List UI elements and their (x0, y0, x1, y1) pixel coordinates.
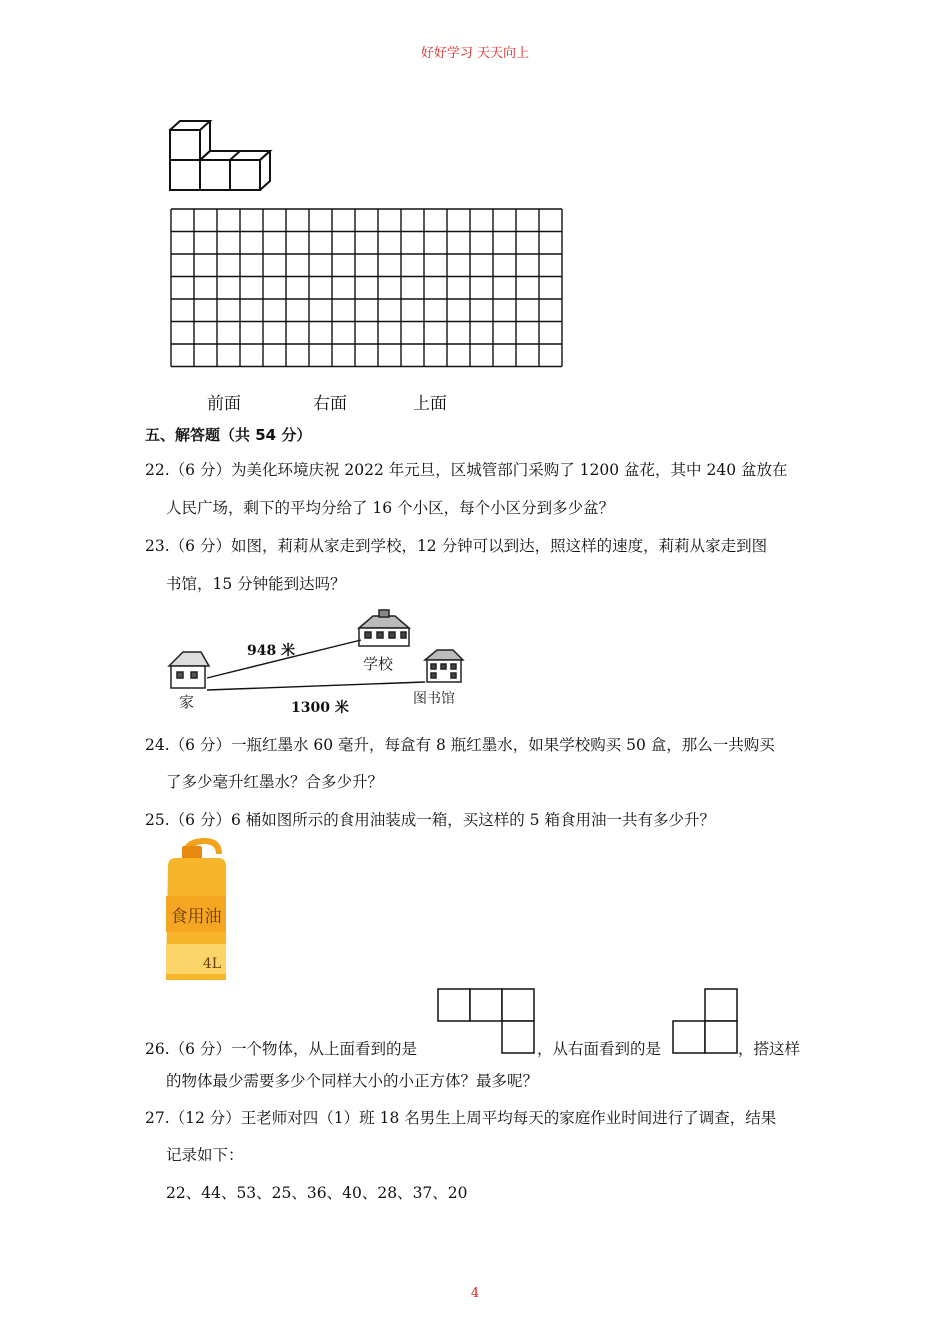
q26-part2: ，从右面看到的是 (537, 1040, 662, 1058)
right-view-figure (672, 988, 740, 1054)
q24-line1: 24.（6 分）一瓶红墨水 60 毫升，每盒有 8 瓶红墨水，如果学校购买 50 盒，那么一共购买 (145, 736, 775, 754)
q26-line2: 的物体最少需要多少个同样大小的小正方体？最多呢？ (166, 1072, 539, 1090)
q22-line2: 人民广场，剩下的平均分给了 16 个小区，每个小区分到多少盆？ (166, 499, 615, 517)
q22-line1: 22.（6 分）为美化环境庆祝 2022 年元旦，区城管部门采购了 1200 盆花，其中 240 盆放在 (145, 461, 788, 479)
q23-line2: 书馆，15 分钟能到达吗？ (166, 575, 346, 593)
school-icon (359, 610, 409, 646)
label-right: 右面 (313, 394, 347, 414)
header-motto: 好好学习 天天向上 (420, 46, 530, 61)
library-label: 图书馆 (413, 691, 455, 707)
house-icon (169, 652, 209, 688)
q24-line2: 了多少毫升红墨水？合多少升？ (166, 773, 384, 791)
home-label: 家 (179, 693, 195, 711)
label-top: 上面 (413, 394, 447, 414)
route-map (163, 608, 473, 720)
q23-line1: 23.（6 分）如图，莉莉从家走到学校，12 分钟可以到达，照这样的速度，莉莉从家走到图 (145, 537, 768, 555)
library-icon (425, 650, 463, 682)
label-front: 前面 (207, 394, 241, 414)
cube-figure (160, 115, 290, 195)
q26-part3: ，搭这样 (738, 1040, 801, 1058)
top-view-figure (437, 988, 537, 1054)
drawing-grid (170, 208, 564, 368)
oil-label: 食用油 (170, 907, 222, 927)
oil-volume: 4L (202, 956, 222, 972)
q25-line1: 25.（6 分）6 桶如图所示的食用油装成一箱，买这样的 5 箱食用油一共有多少升？ (145, 811, 715, 829)
section-title: 五、解答题（共 54 分） (145, 426, 312, 444)
page-number: 4 (470, 1286, 480, 1301)
q27-data: 22、44、53、25、36、40、28、37、20 (166, 1184, 468, 1202)
oil-bottle (160, 836, 234, 982)
q26-part1: 26.（6 分）一个物体，从上面看到的是 (145, 1040, 417, 1058)
q27-line1: 27.（12 分）王老师对四（1）班 18 名男生上周平均每天的家庭作业时间进行了调查，结果 (145, 1109, 777, 1127)
school-label: 学校 (363, 655, 394, 673)
q27-line2: 记录如下： (166, 1146, 244, 1164)
dist-school-label: 948 米 (247, 643, 296, 659)
dist-library-label: 1300 米 (291, 700, 349, 716)
